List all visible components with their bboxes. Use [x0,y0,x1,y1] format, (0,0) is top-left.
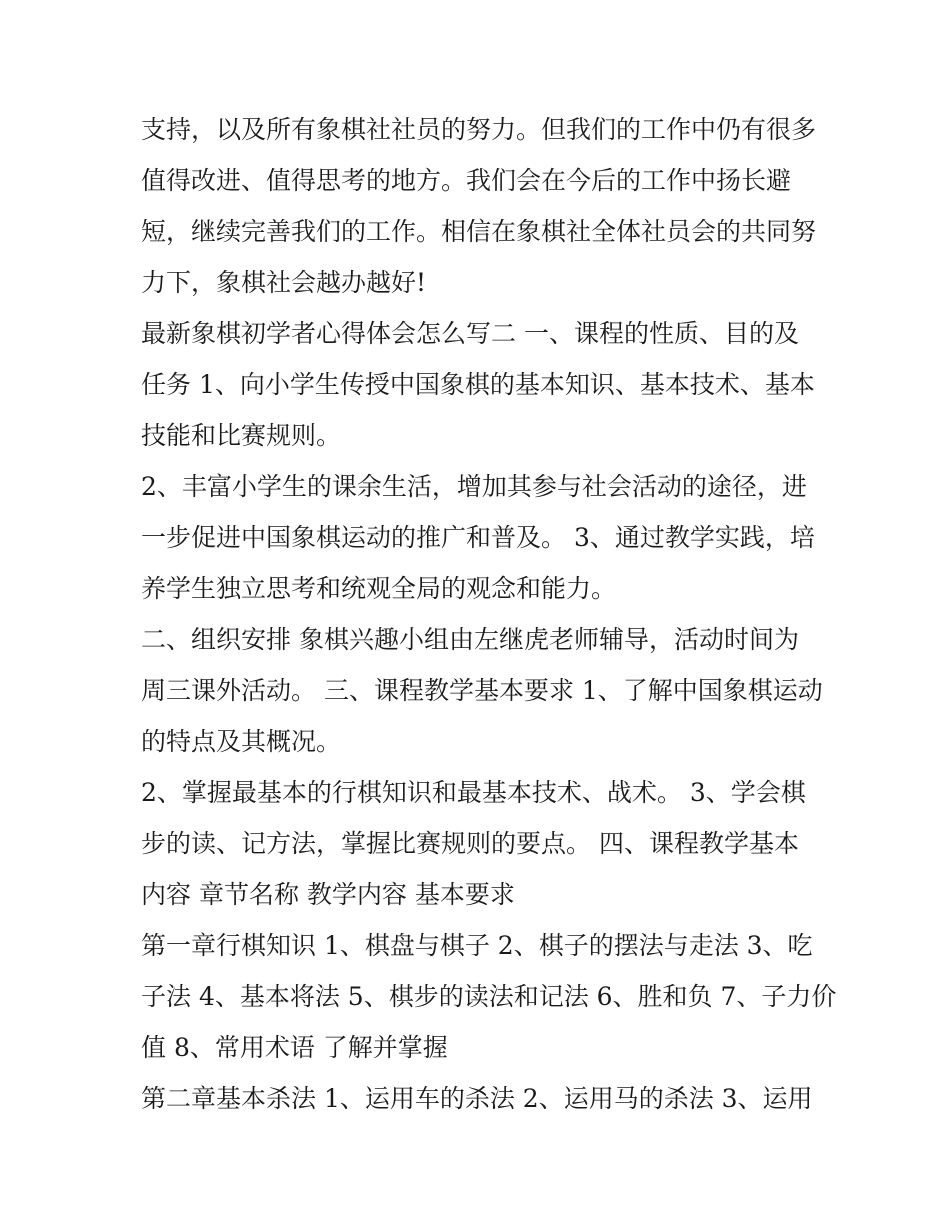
text-line: 技能和比赛规则。 [141,421,342,450]
text-line: 任务 1、向小学生传授中国象棋的基本知识、基本技术、基本 [141,370,815,399]
paragraph-closing-remarks [141,104,817,308]
text-line: 力下，象棋社会越办越好! [141,268,427,297]
text-line: 二、组织安排 象棋兴趣小组由左继虎老师辅导，活动时间为 [141,625,799,654]
text-line: 2、掌握最基本的行棋知识和最基本技术、战术。 3、学会棋 [141,778,806,807]
document-body [141,104,837,1124]
text-line: 一步促进中国象棋运动的推广和普及。 3、通过教学实践，培 [141,523,815,552]
text-line: 支持，以及所有象棋社社员的努力。但我们的工作中仍有很多 [141,115,817,144]
text-line: 2、丰富小学生的课余生活，增加其参与社会活动的途径，进 [141,472,807,501]
paragraph-course-nature [141,308,815,461]
text-line: 周三课外活动。 三、课程教学基本要求 1、了解中国象棋运动 [141,676,823,705]
text-line: 的特点及其概况。 [141,727,342,756]
text-line: 最新象棋初学者心得体会怎么写二 一、课程的性质、目的及 [141,319,799,348]
text-line: 步的读、记方法，掌握比赛规则的要点。 四、课程教学基本 [141,829,799,858]
paragraph-chapter-two [141,1073,811,1124]
text-line: 养学生独立思考和统观全局的观念和能力。 [141,574,617,603]
text-line: 子法 4、基本将法 5、棋步的读法和记法 6、胜和负 7、子力价 [141,982,837,1011]
text-line: 短，继续完善我们的工作。相信在象棋社全体社员会的共同努 [141,217,817,246]
text-line: 内容 章节名称 教学内容 基本要求 [141,880,515,909]
paragraph-requirements [141,767,811,920]
text-line: 第一章行棋知识 1、棋盘与棋子 2、棋子的摆法与走法 3、吃 [141,931,813,960]
paragraph-organization [141,614,823,767]
paragraph-chapter-one [141,920,837,1073]
paragraph-course-goals [141,461,815,614]
text-line: 值得改进、值得思考的地方。我们会在今后的工作中扬长避 [141,166,792,195]
text-line: 值 8、常用术语 了解并掌握 [141,1033,448,1062]
text-line: 第二章基本杀法 1、运用车的杀法 2、运用马的杀法 3、运用 [141,1084,813,1113]
